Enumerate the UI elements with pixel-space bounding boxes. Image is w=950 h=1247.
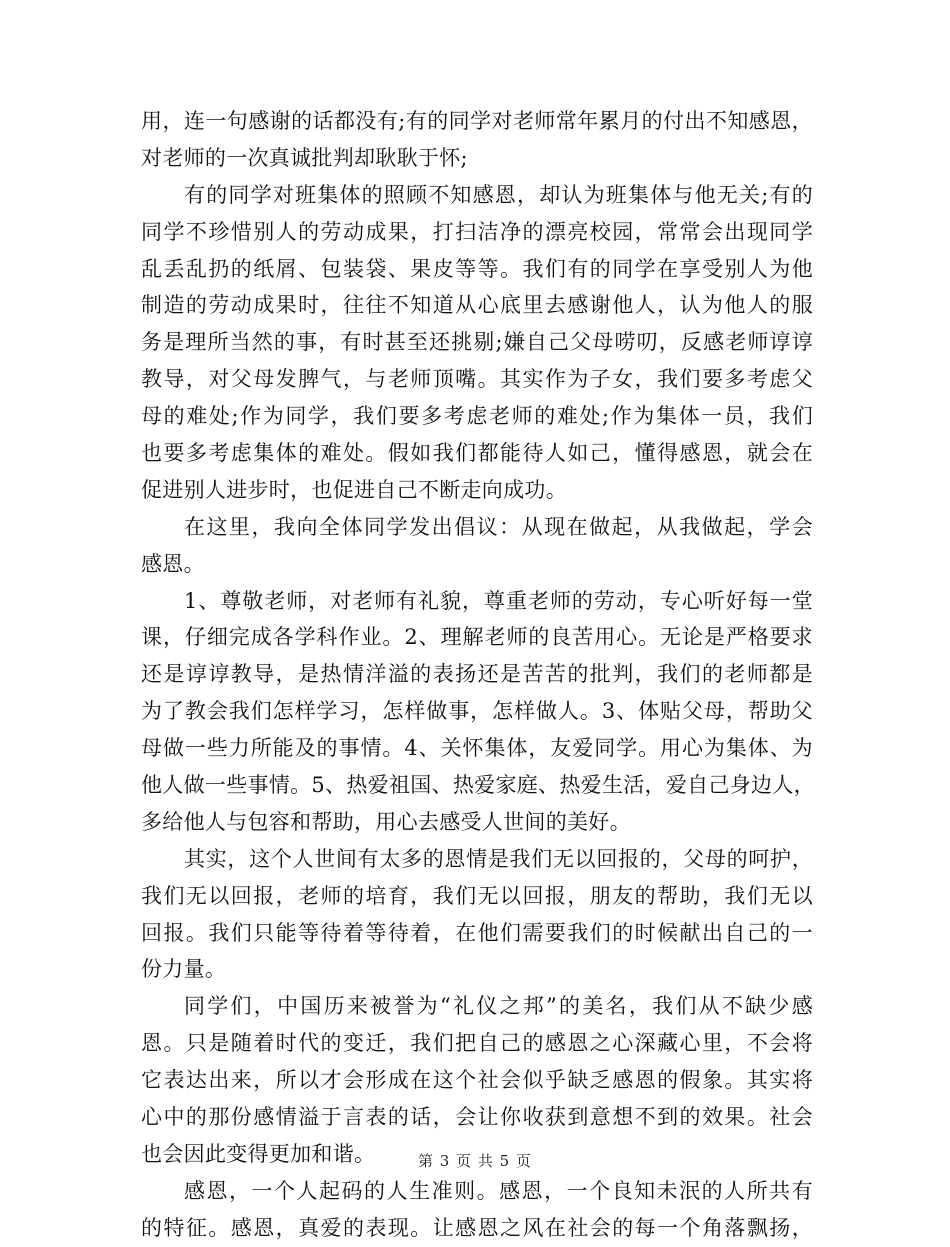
text-line: 回报。我们只能等待着等待着，在他们需要我们的时候献出自己的一 bbox=[141, 920, 813, 945]
text-line: 也会因此变得更加和谐。 bbox=[141, 1141, 376, 1166]
text-line: 母的难处;作为同学，我们要多考虑老师的难处;作为集体一员，我们 bbox=[141, 404, 813, 429]
text-line: 务是理所当然的事，有时甚至还挑剔;嫌自己父母唠叨，反感老师谆谆 bbox=[141, 330, 813, 355]
text-line: 恩。只是随着时代的变迁，我们把自己的感恩之心深藏心里，不会将 bbox=[141, 1031, 813, 1056]
text-line: 乱丢乱扔的纸屑、包装袋、果皮等等。我们有的同学在享受别人为他 bbox=[141, 256, 813, 281]
text-line: 份力量。 bbox=[141, 957, 227, 982]
text-line: 心中的那份感情溢于言表的话，会让你收获到意想不到的效果。社会 bbox=[141, 1105, 813, 1130]
text-line: 课，仔细完成各学科作业。2、理解老师的良苦用心。无论是严格要求 bbox=[141, 625, 813, 650]
text-line: 为了教会我们怎样学习，怎样做事，怎样做人。3、体贴父母，帮助父 bbox=[141, 699, 813, 724]
text-line: 他人做一些事情。5、热爱祖国、热爱家庭、热爱生活，爱自己身边人， bbox=[141, 773, 815, 798]
text-line: 用，连一句感谢的话都没有;有的同学对老师常年累月的付出不知感恩， bbox=[141, 109, 813, 133]
text-line: 我们无以回报，老师的培育，我们无以回报，朋友的帮助，我们无以 bbox=[141, 883, 813, 908]
text-line: 有的同学对班集体的照顾不知感恩，却认为班集体与他无关;有的 bbox=[184, 182, 813, 207]
text-line: 感恩。 bbox=[141, 551, 205, 576]
text-line: 还是谆谆教导，是热情洋溢的表扬还是苦苦的批判，我们的老师都是 bbox=[141, 662, 813, 687]
text-line: 感恩，一个人起码的人生准则。感恩，一个良知未泯的人所共有 bbox=[184, 1178, 813, 1203]
document-body bbox=[141, 103, 813, 1247]
text-line: 制造的劳动成果时，往往不知道从心底里去感谢他人，认为他人的服 bbox=[141, 293, 813, 318]
text-line: 同学们，中国历来被誉为“礼仪之邦”的美名，我们从不缺少感 bbox=[184, 994, 813, 1019]
text-line: 在这里，我向全体同学发出倡议：从现在做起，从我做起，学会 bbox=[184, 514, 813, 539]
text-line: 它表达出来，所以才会形成在这个社会似乎缺乏感恩的假象。其实将 bbox=[141, 1068, 813, 1093]
text-line: 1、尊敬老师，对老师有礼貌，尊重老师的劳动，专心听好每一堂 bbox=[184, 588, 813, 613]
text-line: 母做一些力所能及的事情。4、关怀集体，友爱同学。用心为集体、为 bbox=[141, 736, 813, 761]
text-line: 促进别人进步时，也促进自己不断走向成功。 bbox=[141, 477, 567, 502]
text-line: 对老师的一次真诚批判却耿耿于怀; bbox=[141, 145, 468, 170]
text-line: 同学不珍惜别人的劳动成果，打扫洁净的漂亮校园，常常会出现同学 bbox=[141, 219, 813, 244]
text-line: 多给他人与包容和帮助，用心去感受人世间的美好。 bbox=[141, 809, 631, 834]
page-number-footer: 第 3 页 共 5 页 bbox=[418, 1152, 532, 1170]
text-line: 其实，这个人世间有太多的恩情是我们无以回报的，父母的呵护， bbox=[184, 846, 813, 871]
text-line: 的特征。感恩，真爱的表现。让感恩之风在社会的每一个角落飘扬， bbox=[141, 1215, 813, 1240]
text-line: 也要多考虑集体的难处。假如我们都能待人如己，懂得感恩，就会在 bbox=[141, 441, 813, 466]
text-line: 教导，对父母发脾气，与老师顶嘴。其实作为子女，我们要多考虑父 bbox=[141, 367, 813, 392]
